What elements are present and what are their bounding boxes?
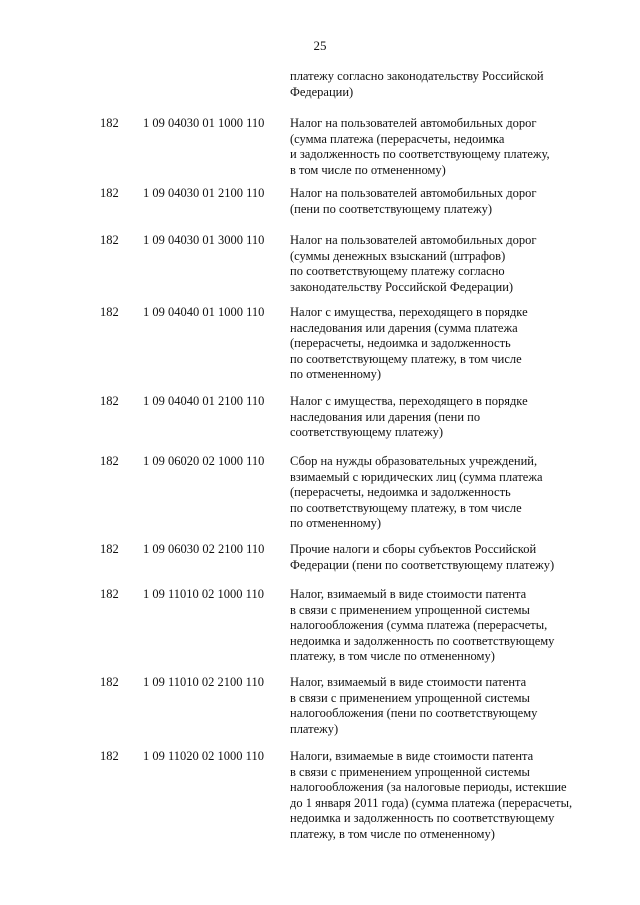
page-number: 25 xyxy=(313,38,327,53)
description-line: (перерасчеты, недоимка и задолженность xyxy=(290,336,511,350)
description-line: (пени по соответствующему платежу) xyxy=(290,201,493,216)
description-line: Налог на пользователей автомобильных дорог xyxy=(290,116,537,130)
description-line: (суммы денежных взысканий (штрафов) xyxy=(290,248,506,263)
admin-code: 182 xyxy=(100,233,119,247)
description-line: в связи с применением упрощенной системы xyxy=(290,602,530,617)
admin-code: 182 xyxy=(100,116,119,130)
description-line: взимаемый с юридических лиц (сумма платежа xyxy=(290,469,543,484)
description-line: в том числе по отмененному) xyxy=(290,162,446,177)
budget-classification-code: 1 09 04040 01 1000 110 xyxy=(143,305,265,319)
description-line: законодательству Российской Федерации) xyxy=(290,279,514,294)
budget-classification-code: 1 09 04030 01 2100 110 xyxy=(143,186,265,200)
description-line: (перерасчеты, недоимка и задолженность xyxy=(290,485,511,499)
income-description xyxy=(290,186,590,217)
income-description xyxy=(290,587,590,665)
description-line: по отмененному) xyxy=(290,516,382,530)
description-line: Налог, взимаемый в виде стоимости патента xyxy=(290,587,527,601)
description-line: недоимка и задолженность по соответствующему xyxy=(290,633,555,648)
description-line: Налог на пользователей автомобильных дорог xyxy=(290,186,537,200)
description-line: до 1 января 2011 года) (сумма платежа (перерасчеты, xyxy=(290,795,573,810)
income-description xyxy=(290,542,590,573)
continuation-line: Федерации) xyxy=(290,84,354,99)
description-line: (сумма платежа (перерасчеты, недоимка xyxy=(290,131,505,146)
description-line: по отмененному) xyxy=(290,367,382,381)
description-line: налогообложения (сумма платежа (перерасчеты, xyxy=(290,618,548,632)
admin-code: 182 xyxy=(100,186,119,200)
admin-code: 182 xyxy=(100,542,119,556)
description-line: по соответствующему платежу согласно xyxy=(290,264,505,278)
description-line: наследования или дарения (пени по xyxy=(290,409,481,424)
admin-code: 182 xyxy=(100,305,119,319)
description-line: налогообложения (за налоговые периоды, истекшие xyxy=(290,780,567,794)
admin-code: 182 xyxy=(100,454,119,468)
budget-classification-code: 1 09 06030 02 2100 110 xyxy=(143,542,265,556)
admin-code: 182 xyxy=(100,675,119,689)
continuation-text xyxy=(290,69,590,100)
budget-classification-code: 1 09 06020 02 1000 110 xyxy=(143,454,265,468)
description-line: недоимка и задолженность по соответствующему xyxy=(290,811,555,825)
budget-classification-code: 1 09 04030 01 1000 110 xyxy=(143,116,265,130)
income-description xyxy=(290,305,590,383)
income-description xyxy=(290,454,590,532)
description-line: по соответствующему платежу, в том числе xyxy=(290,351,522,366)
description-line: Налог с имущества, переходящего в порядке xyxy=(290,394,528,408)
admin-code: 182 xyxy=(100,749,119,763)
income-description xyxy=(290,394,590,441)
description-line: платежу, в том числе по отмененному) xyxy=(290,826,495,841)
income-description xyxy=(290,675,590,737)
description-line: Налог, взимаемый в виде стоимости патента xyxy=(290,675,527,689)
description-line: в связи с применением упрощенной системы xyxy=(290,690,530,705)
income-description xyxy=(290,749,590,842)
admin-code: 182 xyxy=(100,587,119,601)
budget-classification-code: 1 09 11020 02 1000 110 xyxy=(143,749,264,763)
description-line: платежу, в том числе по отмененному) xyxy=(290,649,495,663)
description-line: Федерации (пени по соответствующему платежу) xyxy=(290,557,555,572)
description-line: налогообложения (пени по соответствующему xyxy=(290,706,538,720)
description-line: Налог на пользователей автомобильных дорог xyxy=(290,233,537,247)
budget-classification-code: 1 09 11010 02 2100 110 xyxy=(143,675,264,689)
description-line: в связи с применением упрощенной системы xyxy=(290,764,530,779)
description-line: наследования или дарения (сумма платежа xyxy=(290,320,518,335)
admin-code: 182 xyxy=(100,394,119,408)
description-line: платежу) xyxy=(290,721,339,736)
description-line: Налог с имущества, переходящего в порядке xyxy=(290,305,528,319)
income-description xyxy=(290,233,590,295)
description-line: соответствующему платежу) xyxy=(290,425,444,439)
description-line: Прочие налоги и сборы субъектов Российской xyxy=(290,542,537,556)
description-line: и задолженность по соответствующему платежу, xyxy=(290,147,550,161)
budget-classification-code: 1 09 04030 01 3000 110 xyxy=(143,233,265,247)
continuation-line: платежу согласно законодательству Российской xyxy=(290,69,544,83)
budget-classification-code: 1 09 11010 02 1000 110 xyxy=(143,587,264,601)
description-line: по соответствующему платежу, в том числе xyxy=(290,500,522,515)
budget-classification-code: 1 09 04040 01 2100 110 xyxy=(143,394,265,408)
description-line: Налоги, взимаемые в виде стоимости патента xyxy=(290,749,534,763)
income-description xyxy=(290,116,590,178)
description-line: Сбор на нужды образовательных учреждений, xyxy=(290,454,538,468)
